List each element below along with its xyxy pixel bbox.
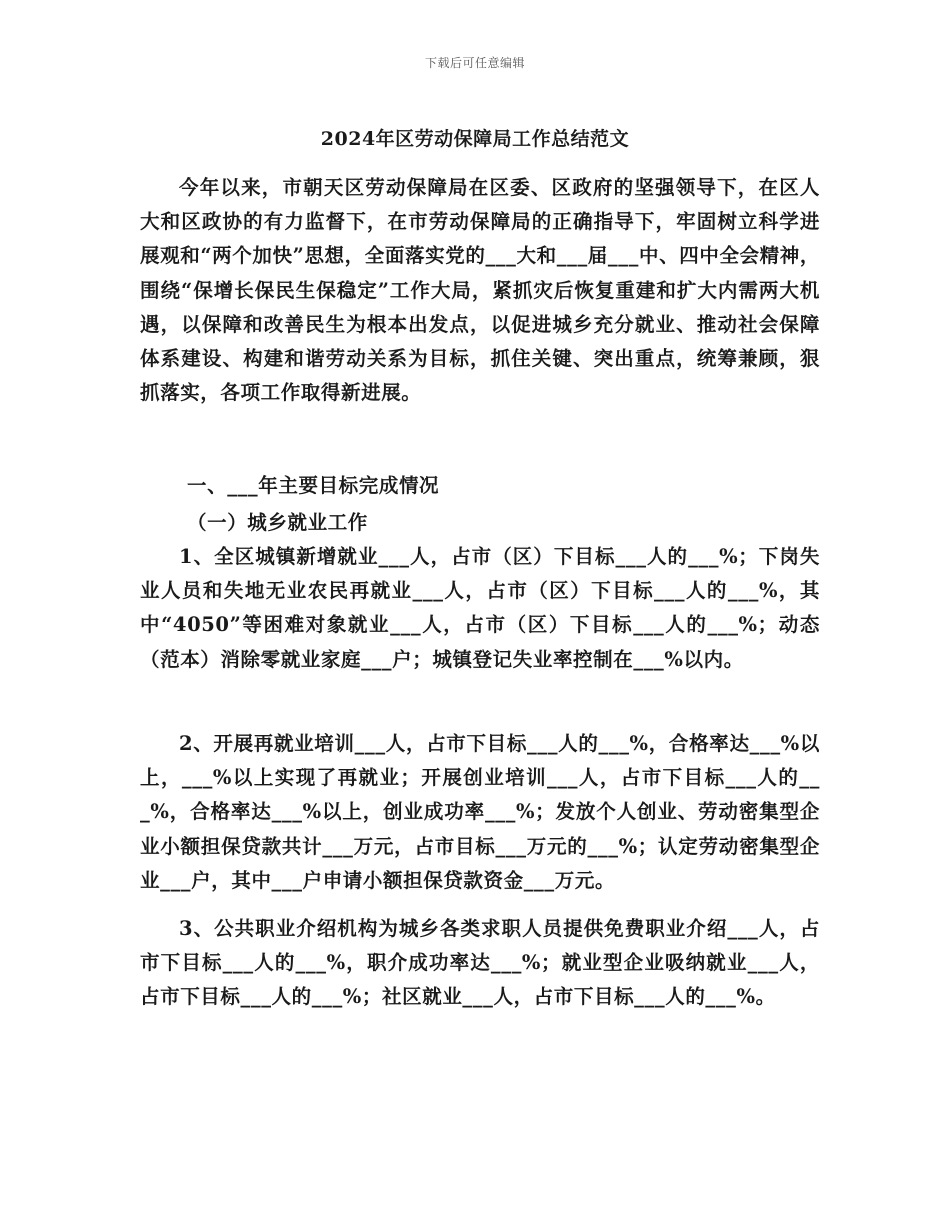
paragraph-item-1: 1、全区城镇新增就业___人，占市（区）下目标___人的___%；下岗失业人员和失地无业农民再就业___人，占市（区）下目标___人的___%，其中“4050”等困难对象就业___人，占市（区）下目标___人的___%；动态（范本）消除零就业家庭___户；城镇登记失业率控制在___%以内。 xyxy=(140,545,820,671)
page-title: 2024年区劳动保障局工作总结范文 xyxy=(320,128,630,150)
paragraph-item-2: 2、开展再就业培训___人，占市下目标___人的___%，合格率达___%以上，___%以上实现了再就业；开展创业培训___人，占市下目标___人的___%，合格率达___%以上，创业成功率___%；发放个人创业、劳动密集型企业小额担保贷款共计___万元，占市目标___万元的___%；认定劳动密集型企业___户，其中___户申请小额担保贷款资金___万元。 xyxy=(140,732,820,892)
section-heading: 一、___年主要目标完成情况 xyxy=(187,474,440,497)
header-note: 下载后可任意编辑 xyxy=(424,56,525,70)
intro-paragraph: 今年以来，市朝天区劳动保障局在区委、区政府的坚强领导下，在区人大和区政协的有力监督下，在市劳动保障局的正确指导下，牢固树立科学进展观和“两个加快”思想，全面落实党的___大和___届___中、四中全会精神，围绕“保增长保民生保稳定”工作大局，紧抓灾后恢复重建和扩大内需两大机遇，以保障和改善民生为根本出发点，以促进城乡充分就业、推动社会保障体系建设、构建和谐劳动关系为目标，抓住关键、突出重点，统筹兼顾，狠抓落实，各项工作取得新进展。 xyxy=(140,176,820,405)
subsection-heading: （一）城乡就业工作 xyxy=(187,511,368,534)
paragraph-item-3: 3、公共职业介绍机构为城乡各类求职人员提供免费职业介绍___人，占市下目标___人的___%，职介成功率达___%；就业型企业吸纳就业___人，占市下目标___人的___%；社区就业___人，占市下目标___人的___%。 xyxy=(140,917,820,1009)
